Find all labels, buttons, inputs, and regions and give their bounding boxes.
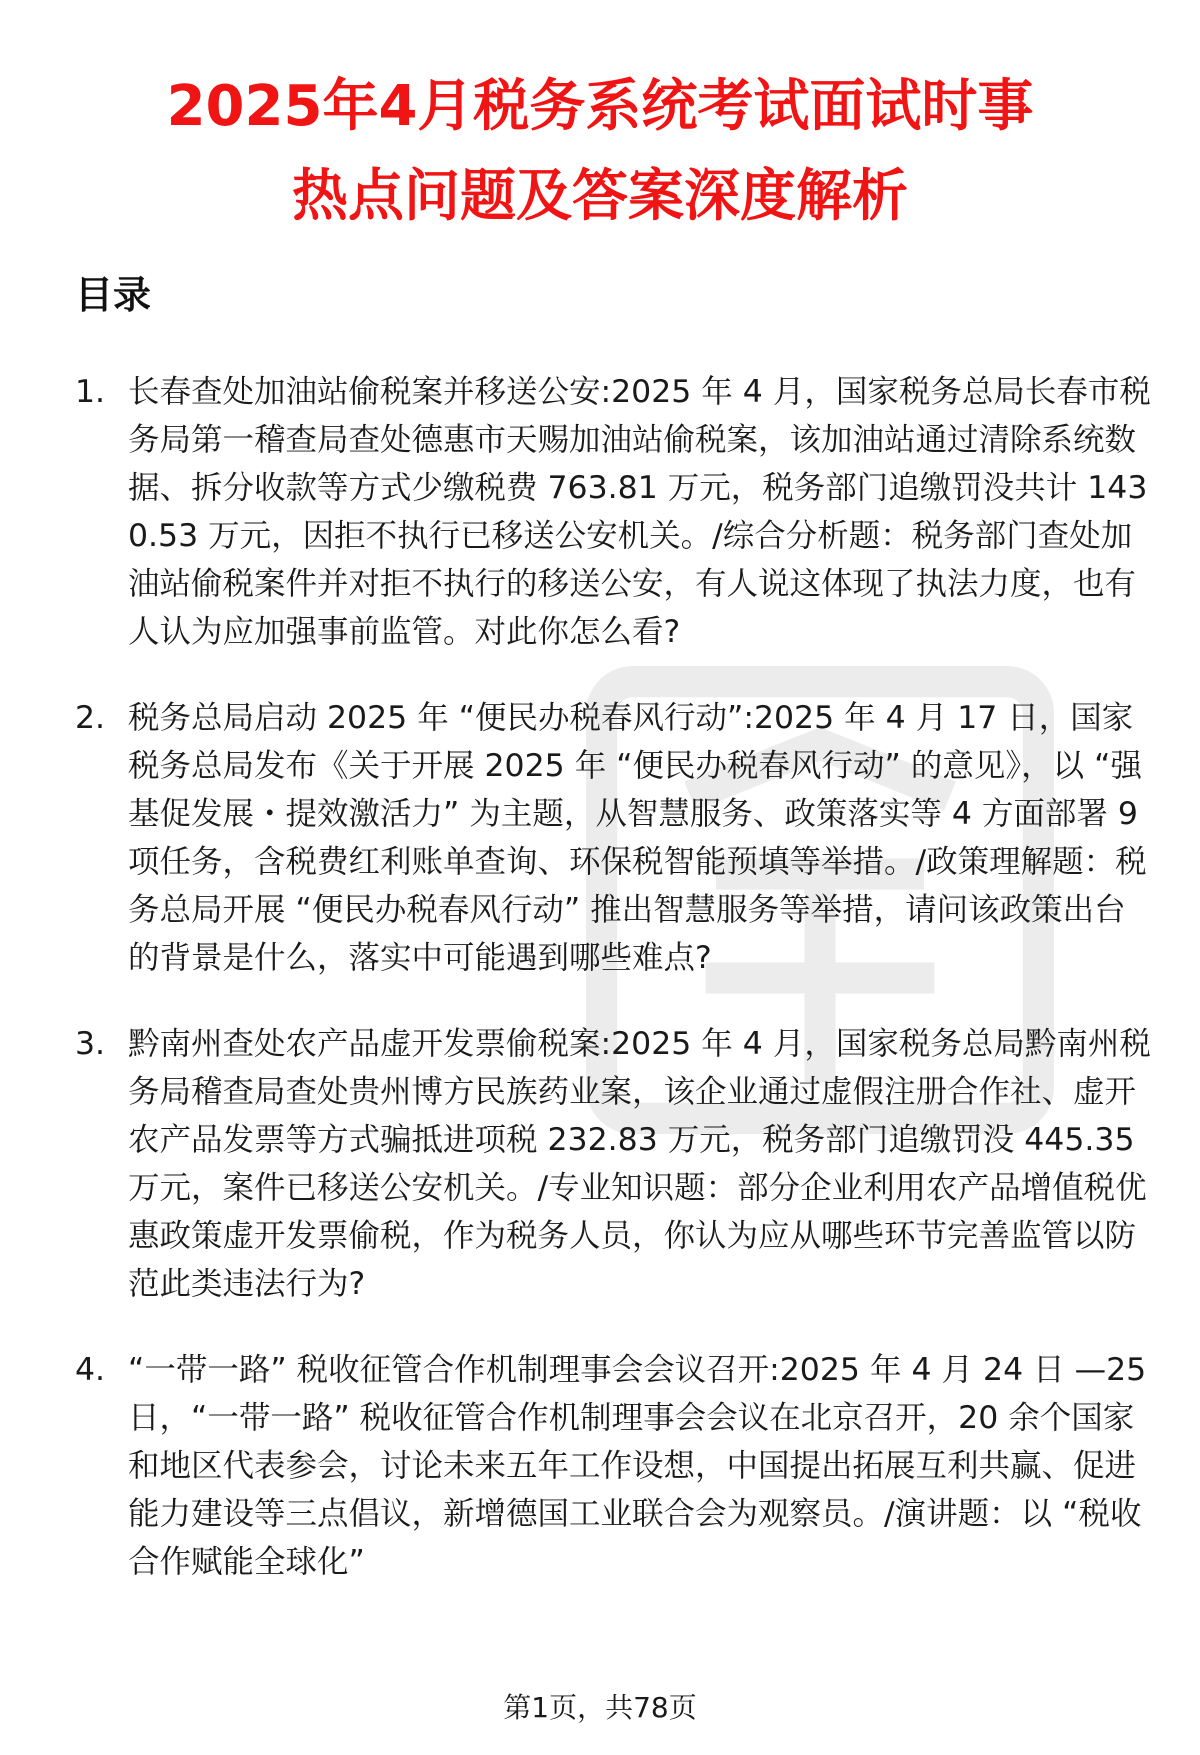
page-footer: 第1页，共78页 bbox=[503, 1691, 697, 1724]
item-number: 4. bbox=[75, 1352, 106, 1388]
list-item bbox=[75, 368, 1155, 656]
title-line-1: 2025年4月税务系统考试面试时事 bbox=[166, 74, 1034, 139]
item-text: 长春查处加油站偷税案并移送公安:2025 年 4 月，国家税务总局长春市税务局第一稽查局查处德惠市天赐加油站偷税案，该加油站通过清除系统数据、拆分收款等方式少缴税费 763.81 万元，税务部门追缴罚没共计 1430.53 万元，因拒不执行已移送公安机关。/综合分析题：税务部门查处加油站偷税案件并对拒不执行的移送公安，有人说这体现了执法力度，也有人认为应加强事前监管。对此你怎么看? bbox=[128, 374, 1151, 650]
item-number: 2. bbox=[75, 700, 106, 736]
item-text: “一带一路” 税收征管合作机制理事会会议召开:2025 年 4 月 24 日 —25 日，“一带一路” 税收征管合作机制理事会会议在北京召开，20 余个国家和地区代表参会，讨论未来五年工作设想，中国提出拓展互利共赢、促进能力建设等三点倡议，新增德国工业联合会为观察员。/演讲题：以 “税收合作赋能全球化” bbox=[128, 1352, 1147, 1580]
title-line-2: 热点问题及答案深度解析 bbox=[292, 164, 908, 229]
question-list bbox=[75, 368, 1155, 1624]
item-text: 黔南州查处农产品虚开发票偷税案:2025 年 4 月，国家税务总局黔南州税务局稽查局查处贵州博方民族药业案，该企业通过虚假注册合作社、虚开农产品发票等方式骗抵进项税 232.83 万元，税务部门追缴罚没 445.35 万元，案件已移送公安机关。/专业知识题：部分企业利用农产品增值税优惠政策虚开发票偷税，作为税务人员，你认为应从哪些环节完善监管以防范此类违法行为? bbox=[128, 1026, 1151, 1302]
document-title bbox=[60, 62, 1140, 242]
list-item bbox=[75, 1020, 1155, 1308]
item-number: 3. bbox=[75, 1026, 106, 1062]
list-item bbox=[75, 1346, 1155, 1586]
item-number: 1. bbox=[75, 374, 106, 410]
list-item bbox=[75, 694, 1155, 982]
item-text: 税务总局启动 2025 年 “便民办税春风行动”:2025 年 4 月 17 日，国家税务总局发布《关于开展 2025 年 “便民办税春风行动” 的意见》，以 “强基促发展・提效激活力” 为主题，从智慧服务、政策落实等 4 方面部署 9 项任务，含税费红利账单查询、环保税智能预填等举措。/政策理解题：税务总局开展 “便民办税春风行动” 推出智慧服务等举措，请问该政策出台的背景是什么，落实中可能遇到哪些难点? bbox=[128, 700, 1147, 976]
toc-heading: 目录 bbox=[75, 273, 152, 317]
